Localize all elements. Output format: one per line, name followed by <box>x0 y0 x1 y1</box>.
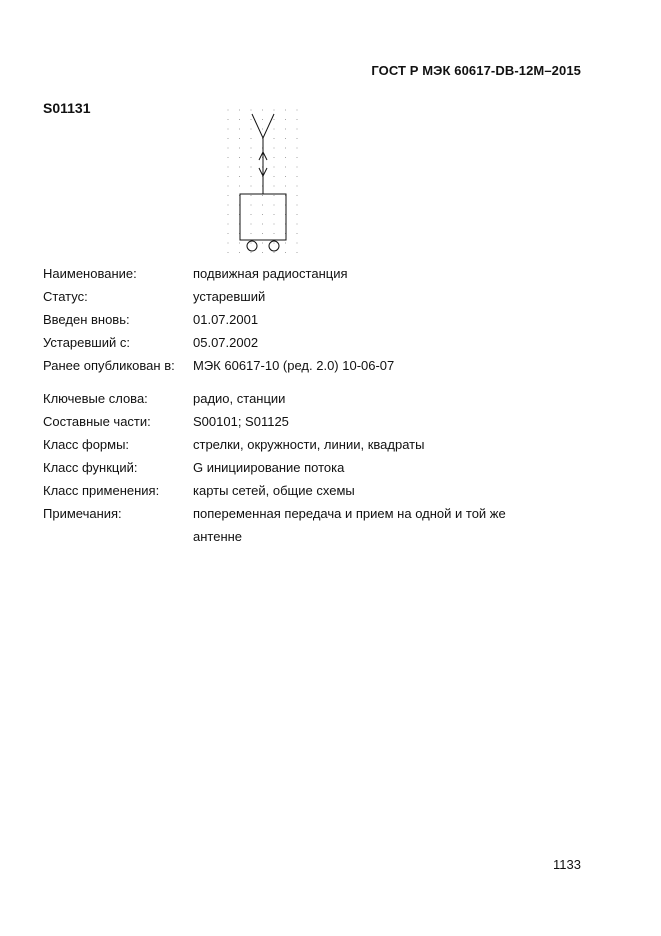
grid-dot <box>297 119 298 120</box>
field-value: радио, станции <box>193 391 286 406</box>
grid-dot <box>274 233 275 234</box>
grid-dot <box>274 138 275 139</box>
field-value: G инициирование потока <box>193 460 345 475</box>
grid-dot <box>262 224 263 225</box>
symbol-code: S01131 <box>43 100 91 116</box>
grid-dot <box>251 110 252 111</box>
grid-dot <box>297 252 298 253</box>
grid-dot <box>228 176 229 177</box>
grid-dot <box>297 176 298 177</box>
field-label: Составные части: <box>43 414 151 429</box>
grid-dot <box>239 186 240 187</box>
field-value: попеременная передача и прием на одной и той же <box>193 506 506 521</box>
grid-dot <box>228 148 229 149</box>
wheel-left <box>247 241 257 251</box>
grid-dot <box>228 138 229 139</box>
grid-dot <box>239 119 240 120</box>
grid-dot <box>297 167 298 168</box>
grid-dot <box>297 148 298 149</box>
grid-dot <box>251 148 252 149</box>
grid-dot <box>274 167 275 168</box>
field-value: стрелки, окружности, линии, квадраты <box>193 437 425 452</box>
grid-dot <box>274 119 275 120</box>
grid-dot <box>262 129 263 130</box>
grid-dot <box>274 186 275 187</box>
grid-dot <box>285 119 286 120</box>
field-value: МЭК 60617-10 (ред. 2.0) 10-06-07 <box>193 358 395 373</box>
grid-dot <box>262 252 263 253</box>
field-value: 05.07.2002 <box>193 335 259 350</box>
grid-dot <box>239 129 240 130</box>
antenna-right-arm <box>263 114 274 138</box>
grid-dot <box>285 176 286 177</box>
grid-dot <box>228 129 229 130</box>
grid-dot <box>274 157 275 158</box>
grid-dot <box>262 233 263 234</box>
grid-dot <box>297 224 298 225</box>
page-number: 1133 <box>553 857 581 872</box>
grid-dot <box>239 243 240 244</box>
field-label: Класс формы: <box>43 437 130 452</box>
grid-dot <box>251 157 252 158</box>
grid-dot <box>251 195 252 196</box>
grid-dot <box>274 243 275 244</box>
grid-dot <box>251 243 252 244</box>
grid-dot <box>228 157 229 158</box>
grid-dot <box>274 148 275 149</box>
grid-dot <box>285 186 286 187</box>
grid-dot <box>239 252 240 253</box>
field-value: 01.07.2001 <box>193 312 259 327</box>
grid-dot <box>285 138 286 139</box>
grid-dot <box>285 243 286 244</box>
grid-dot <box>228 119 229 120</box>
grid-dot <box>297 110 298 111</box>
field-label: Наименование: <box>43 266 137 281</box>
grid-dot <box>285 110 286 111</box>
grid-dot <box>239 110 240 111</box>
grid-dot <box>251 176 252 177</box>
grid-dot <box>239 176 240 177</box>
grid-dot <box>262 205 263 206</box>
grid-dot <box>274 214 275 215</box>
grid-dot <box>274 224 275 225</box>
grid-dot <box>262 119 263 120</box>
grid-dot <box>251 205 252 206</box>
field-value: подвижная радиостанция <box>193 266 348 281</box>
standard-header: ГОСТ Р МЭК 60617-DB-12M–2015 <box>371 63 581 78</box>
grid-dot <box>239 157 240 158</box>
grid-dot <box>262 195 263 196</box>
field-label: Статус: <box>43 289 88 304</box>
grid-dot <box>285 252 286 253</box>
field-value: карты сетей, общие схемы <box>193 483 355 498</box>
grid-dot <box>251 224 252 225</box>
field-label: Введен вновь: <box>43 312 130 327</box>
grid-dot <box>297 138 298 139</box>
grid-dot <box>239 148 240 149</box>
field-label: Класс функций: <box>43 460 138 475</box>
grid-dot <box>228 167 229 168</box>
grid-dot <box>297 214 298 215</box>
grid-dot <box>228 110 229 111</box>
grid-dot <box>274 110 275 111</box>
grid-dot <box>228 224 229 225</box>
grid-dot <box>297 129 298 130</box>
grid-dot <box>251 129 252 130</box>
grid-dot <box>297 233 298 234</box>
grid-dot <box>228 186 229 187</box>
grid-dot <box>228 214 229 215</box>
grid-dot <box>274 129 275 130</box>
grid-dot <box>228 205 229 206</box>
grid-dot <box>297 205 298 206</box>
antenna-left-arm <box>252 114 263 138</box>
grid-dot <box>251 233 252 234</box>
grid-dot <box>262 214 263 215</box>
field-label: Класс применения: <box>43 483 160 498</box>
grid-dot <box>274 195 275 196</box>
grid-dot <box>297 195 298 196</box>
field-label: Примечания: <box>43 506 122 521</box>
grid-dot <box>297 243 298 244</box>
grid-dot <box>285 157 286 158</box>
grid-dot <box>228 233 229 234</box>
antenna-station-symbol-icon <box>222 104 302 258</box>
grid-dot <box>228 243 229 244</box>
grid-dot <box>228 252 229 253</box>
grid-dot <box>262 243 263 244</box>
grid-dot <box>262 110 263 111</box>
field-label: Устаревший с: <box>43 335 130 350</box>
grid-dot <box>251 186 252 187</box>
field-value: S00101; S01125 <box>193 414 289 429</box>
grid-dot <box>285 167 286 168</box>
field-value: устаревший <box>193 289 266 304</box>
grid-dot <box>297 186 298 187</box>
station-box <box>240 194 286 240</box>
grid-dot <box>251 167 252 168</box>
grid-dot <box>285 129 286 130</box>
field-label: Ключевые слова: <box>43 391 148 406</box>
grid-dot <box>274 176 275 177</box>
grid-dot <box>251 214 252 215</box>
field-value-continuation: антенне <box>193 529 243 544</box>
grid-dot <box>239 167 240 168</box>
grid-dot <box>251 119 252 120</box>
field-label: Ранее опубликован в: <box>43 358 175 373</box>
grid-dot <box>297 157 298 158</box>
grid-dot <box>251 252 252 253</box>
grid-dot <box>228 195 229 196</box>
grid-dot <box>251 138 252 139</box>
grid-dot <box>239 138 240 139</box>
grid-dot <box>274 205 275 206</box>
grid-dot <box>274 252 275 253</box>
grid-dot <box>285 148 286 149</box>
